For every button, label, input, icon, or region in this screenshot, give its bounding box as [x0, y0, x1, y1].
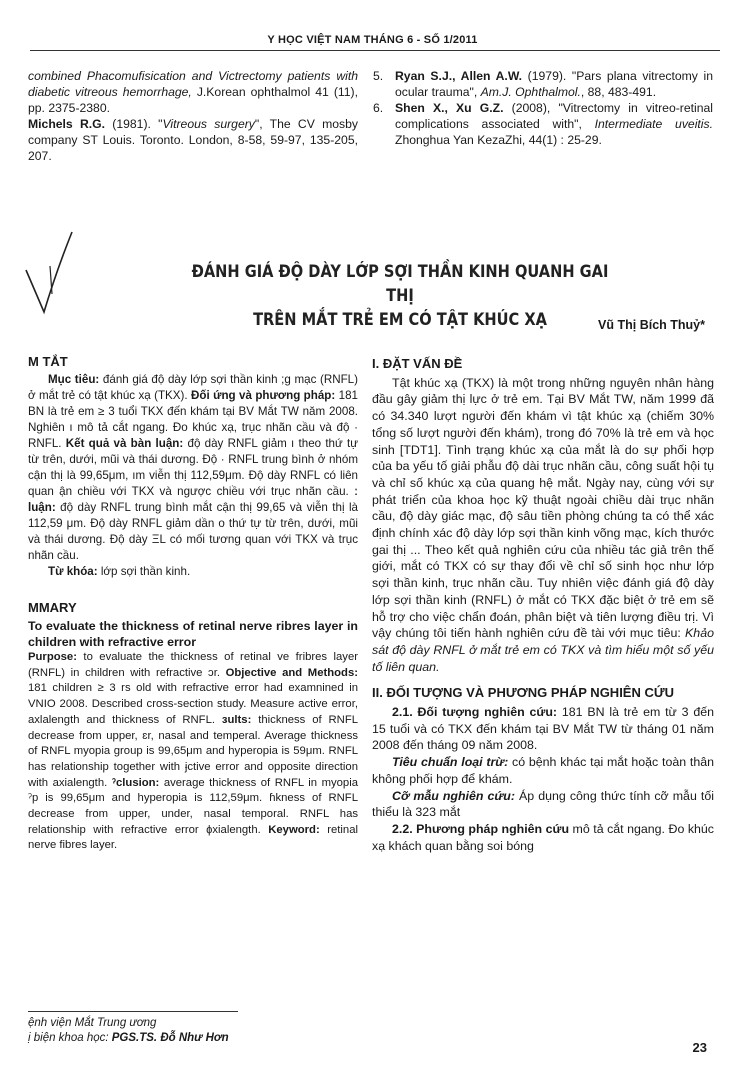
- label: Đối ứng và phương pháp:: [191, 389, 336, 402]
- footnote-affiliation: ệnh viện Mắt Trung ương: [28, 1017, 157, 1029]
- summary-en-heading: MMARY: [28, 600, 77, 615]
- text: có bệnh khác tại mắt hoặc toàn thân không phối hợp để khám.: [372, 755, 714, 786]
- reference-item: [28, 116, 358, 164]
- text: retinal nerve fibres layer.: [28, 823, 358, 852]
- summary-vi-paragraph: [28, 372, 358, 564]
- footnote: [28, 1016, 229, 1046]
- references-right: [373, 68, 713, 148]
- reviewer-name: PGS.TS. Đỗ Như Hơn: [108, 1032, 229, 1044]
- label: ˀclusion:: [111, 776, 160, 789]
- reference-number: 6.: [373, 101, 384, 115]
- reference-text: combined Phacomufisication and Victrectomy patients with diabetic vitreous hemorrhage,: [28, 69, 358, 99]
- right-column: [372, 356, 714, 854]
- journal-header: Y HỌC VIỆT NAM THÁNG 6 - SỐ 1/2011: [267, 34, 478, 46]
- text: average thickness of RNFL in myopia ˀp is 99,65μm and hyperopia is 112,59μm. ɦkness of RNFL decrease from upper, under, nasal temporal. RNFL has relationship with refractive error ɸxialength.: [28, 776, 358, 836]
- reference-author: Shen X., Xu G.Z.: [395, 101, 504, 115]
- title-line-1: ĐÁNH GIÁ ĐỘ DÀY LỚP SỢI THẦN KINH QUANH GAI THỊ: [191, 262, 609, 306]
- label: 2.1. Đối tượng nghiên cứu:: [392, 705, 558, 720]
- reference-text: Zhonghua Yan KezaZhi, 44(1) : 25-29.: [395, 133, 602, 147]
- label: Từ khóa:: [48, 565, 98, 578]
- label: Keyword:: [268, 823, 320, 836]
- article-title: [150, 260, 650, 332]
- header-rule: [30, 50, 720, 51]
- reference-text: J.Korean ophthalmol 41 (11), pp. 2375-2380.: [28, 85, 358, 115]
- references-left: [28, 68, 358, 164]
- label: Tiêu chuẩn loại trừ:: [392, 755, 509, 770]
- label: ː luận:: [28, 485, 358, 514]
- text: 181 BN là trẻ em ≥ 3 tuổi TKX đến khám tại BV Mắt TW năm 2008. Nghiên ı mô tả cắt ngang. Đo khúc xạ, trục nhãn cầu và độ · RNFL.: [28, 389, 358, 450]
- text: độ dày RNFL trung bình mắt cận thị 99,65 và viễn thị là 112,59 μm. Độ dày RNFL giảm dần o thứ tự từ trên, dưới, mũi và thái dương. Độ dày ΞL có mối tương quan với TKX và trục nhãn cầu.: [28, 501, 358, 562]
- label: Purpose:: [28, 651, 77, 663]
- text: độ dày RNFL giảm ı theo thứ tự từ trên, dưới, mũi và thái dương. Độ · RNFL trung bình ở nhóm cận thị là 99,65μm, ım viễn thị 112,59μm. Độ dày RNFL có liên quan ận chiều với TKX và ngược chiều với trục nhãn cầu.: [28, 437, 359, 498]
- reference-text: ", The CV mosby company ST Louis. Toronto. London, 8-58, 59-97, 135-205, 207.: [28, 117, 358, 163]
- text: thickness of RNFL decrease from upper, ɛr, nasal and temperal. Average thickness of RNFL myopia group is 99,65μm and hyperopia is 59μm. RNFL has relationship together with ɉctive error and opposite direction with axialength.: [28, 713, 358, 789]
- page-number: 23: [692, 1040, 707, 1055]
- text: Tật khúc xạ (TKX) là một trong những nguyên nhân hàng đầu gây giảm thị lực ở trẻ em. Tại BV Mắt TW, năm 1999 đã có 34.340 lượt người đến khám vì tật khúc xạ (chiếm 30% tổng số lượt người đến khám), trong đó 70% là trẻ em và học sinh [TDT1]. Tình trạng khúc xạ của mắt là do sự phối hợp của ba yếu tố giải phẫu độ dài trục nhãn cầu, công suất hội tụ và chỉ số khúc xạ của quang hệ mắt. Ngày nay, cùng với sự phát triển của khoa học kỹ thuật ngoài chiều dài trục nhãn cầu, độ dày giác mạc, độ sâu tiền phòng chúng ta có thể xác định chính xác độ dày lớp sợi thần kinh võng mạc, kích thước gai thị ... Theo kết quả nghiên cứu của nhiều tác giả trên thế giới, mắt có TKX có sự thay đổi về chỉ số sinh học như lớp sợi thần kinh, trục nhãn cầu. Tuy nhiên việc đánh giá độ dày lớp sợi thần kinh (RNFL) ở mắt có TKX đặc biệt ở trẻ em sẽ hỗ trợ cho việc chẩn đoán, phân biệt và tiên lượng điều trị. Vì vậy chúng tôi tiến hành nghiên cứu đề tài với mục tiêu:: [372, 375, 714, 641]
- label: Cỡ mẫu nghiên cứu:: [392, 788, 515, 803]
- reference-item: [373, 68, 713, 100]
- text: to evaluate the thickness of retinal ve fribres layer (RNFL) in children with refractive ɔr.: [28, 651, 358, 679]
- summary-en-title: To evaluate the thickness of retinal nerve ribres layer in children with refractive error: [28, 619, 358, 649]
- text: 181 children ≥ 3 rs old with refractive error had examnined in VNIO 2008. Described cross-section study. Measure active error, axlalength and thickness of RNFL.: [28, 682, 358, 726]
- label: Mục tiêu:: [48, 373, 100, 386]
- methods-exclusion: [372, 754, 714, 787]
- methods-design: [372, 821, 714, 854]
- reference-text: (1979). "Pars plana vitrectomy in ocular trauma",: [395, 69, 714, 99]
- reference-number: 5.: [373, 69, 384, 83]
- label: Kết quả và bàn luận:: [65, 437, 184, 450]
- text: lớp sợi thần kinh.: [97, 565, 191, 578]
- intro-heading: I. ĐẶT VẤN ĐỀ: [372, 356, 463, 371]
- summary-vi-keywords: [28, 564, 358, 580]
- left-column: [28, 354, 358, 854]
- reference-item: [28, 68, 358, 116]
- text: đánh giá độ dày lớp sợi thần kinh ;g mạc (RNFL) ở mắt trẻ có tật khúc xạ (TKX).: [28, 373, 358, 402]
- reference-author: Michels R.G.: [28, 117, 106, 131]
- reference-text: , 88, 483-491.: [580, 85, 657, 99]
- methods-heading: II. ĐỐI TƯỢNG VÀ PHƯƠNG PHÁP NGHIÊN CỨU: [372, 685, 675, 701]
- reference-text: (1981). ": [105, 117, 163, 131]
- text: 181 BN là trẻ em từ 3 đến 15 tuổi và có TKX đến khám tại BV Mắt TW từ tháng 01 năm 2008 đến tháng 09 năm 2008.: [372, 705, 715, 753]
- label: ị biện khoa học:: [28, 1032, 109, 1044]
- methods-subjects: [372, 704, 714, 754]
- checkmark-icon: [20, 226, 100, 316]
- footnote-reviewer: [28, 1031, 229, 1046]
- footnote-rule: [28, 1011, 238, 1012]
- reference-author: Ryan S.J., Allen A.W.: [395, 69, 523, 83]
- intro-paragraph: [372, 375, 714, 676]
- summary-vi-heading: M TẮT: [28, 354, 68, 369]
- text: mô tả cắt ngang. Đo khúc xạ khách quan bằng soi bóng: [372, 821, 715, 853]
- reference-title: Vitreous surgery: [162, 117, 255, 131]
- text: Áp dụng công thức tính cỡ mẫu tối thiểu là 323 mắt: [372, 788, 714, 820]
- title-line-2: TRÊN MẮT TRẺ EM CÓ TẬT KHÚC XẠ: [253, 310, 547, 330]
- reference-text: (2008), "Vitrectomy in vitreo-retinal complications associated with",: [395, 101, 713, 131]
- label: 2.2. Phương pháp nghiên cứu: [392, 821, 570, 836]
- reference-journal: Intermediate uveitis.: [594, 117, 713, 131]
- reference-item: [373, 100, 713, 148]
- study-goal: Khảo sát độ dày RNFL ở mắt trẻ em có TKX và tìm hiểu một số yếu tố liên quan.: [372, 626, 714, 674]
- author-name: Vũ Thị Bích Thuỷ*: [598, 318, 705, 332]
- label: ɜults:: [221, 713, 252, 726]
- reference-journal: Am.J. Ophthalmol.: [480, 85, 581, 99]
- summary-en-paragraph: [28, 650, 358, 854]
- label: Objective and Methods:: [225, 666, 359, 679]
- methods-sample: [372, 788, 714, 821]
